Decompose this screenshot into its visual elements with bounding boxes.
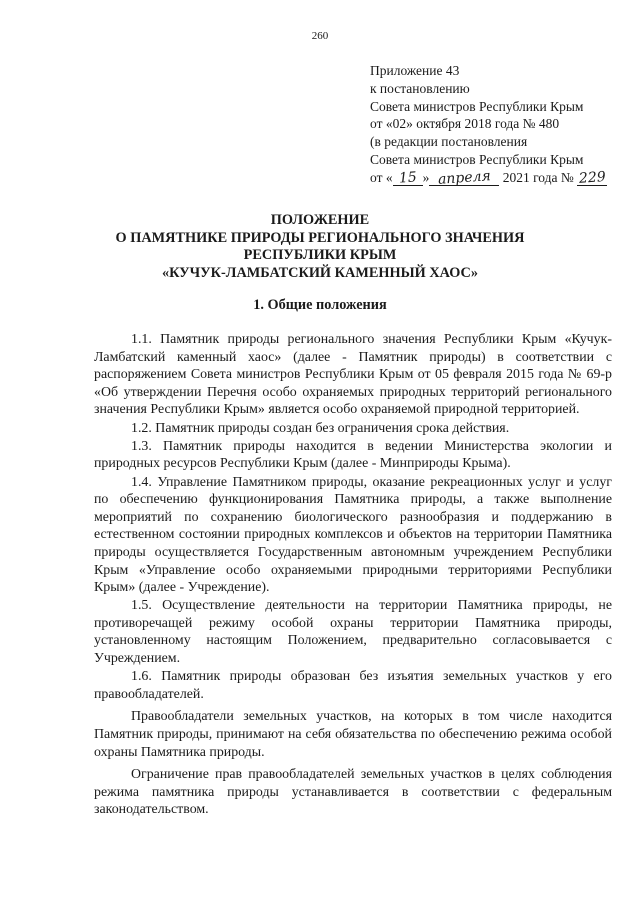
paragraph: 1.4. Управление Памятником природы, оказание рекреационных услуг и услуг по обеспечению функционирования Памятника природы, а также выполнение мероприятий по сохранению биологического разнообразия и поддержанию в естественном состоянии природных комплексов и объектов на территории Памятника природы осуществляется Государственным автономным учреждением Республики Крым «Управление особо охраняемыми природными территориями Республики Крым» (далее - Учреждение). [94, 474, 612, 596]
page-number: 260 [311, 30, 329, 42]
appendix-line: от «02» октября 2018 года № 480 [370, 116, 560, 132]
appendix-line: к постановлению [370, 80, 470, 96]
section-heading: 1. Общие положения [253, 297, 387, 313]
handwritten-number: 229 [578, 168, 607, 187]
title-line: ПОЛОЖЕНИЕ [270, 212, 370, 228]
title-line: РЕСПУБЛИКИ КРЫМ [243, 247, 397, 264]
date-quote: » [422, 169, 430, 185]
appendix-line: Совета министров Республики Крым [370, 98, 584, 114]
handwritten-month: апреля [429, 171, 499, 186]
appendix-block [370, 62, 632, 187]
paragraph: Правообладатели земельных участков, на которых в том числе находится Памятник природы, принимают на себя обязательства по обеспечению режима особой охраны Памятника природы. [94, 709, 612, 760]
appendix-line: Совета министров Республики Крым [370, 151, 584, 167]
title-line: «КУЧУК-ЛАМБАТСКИЙ КАМЕННЫЙ ХАОС» [161, 264, 479, 281]
paragraph: 1.1. Памятник природы регионального значения Республики Крым «Кучук-Ламбатский каменный хаос» (далее - Памятник природы) в соответствии с распоряжением Совета министров Республики Крым от 05 февраля 2015 года № 69-р «Об утверждении Перечня особо охраняемых природных территорий регионального значения Республики Крым» является особо охраняемой природной территорией. [94, 332, 612, 418]
paragraph: 1.6. Памятник природы образован без изъятия земельных участков у его правообладателей. [94, 669, 612, 702]
date-suffix: 2021 года № [502, 169, 574, 185]
paragraph: 1.5. Осуществление деятельности на территории Памятника природы, не противоречащей режиму особой охраны территории Памятника природы, установленному настоящим Положением, предварительно согласовывается с Учреждением. [94, 598, 612, 667]
appendix-line: Приложение 43 [370, 63, 460, 78]
title-line: О ПАМЯТНИКЕ ПРИРОДЫ РЕГИОНАЛЬНОГО ЗНАЧЕНИЯ [115, 229, 525, 246]
paragraph: 1.2. Памятник природы создан без ограничения срока действия. [131, 420, 510, 436]
paragraph: 1.3. Памятник природы находится в ведении Министерства экологии и природных ресурсов Республики Крым (далее - Минприроды Крыма). [94, 438, 612, 472]
paragraph: Ограничение прав правообладателей земельных участков в целях соблюдения режима памятника природы устанавливается в соответствии с федеральным законодательством. [94, 767, 612, 818]
document-title [40, 212, 600, 282]
appendix-date-line [370, 169, 632, 187]
date-prefix: от « [370, 169, 393, 185]
appendix-line: (в редакции постановления [370, 134, 528, 150]
handwritten-day: 15 [393, 171, 423, 186]
document-body [94, 331, 612, 820]
